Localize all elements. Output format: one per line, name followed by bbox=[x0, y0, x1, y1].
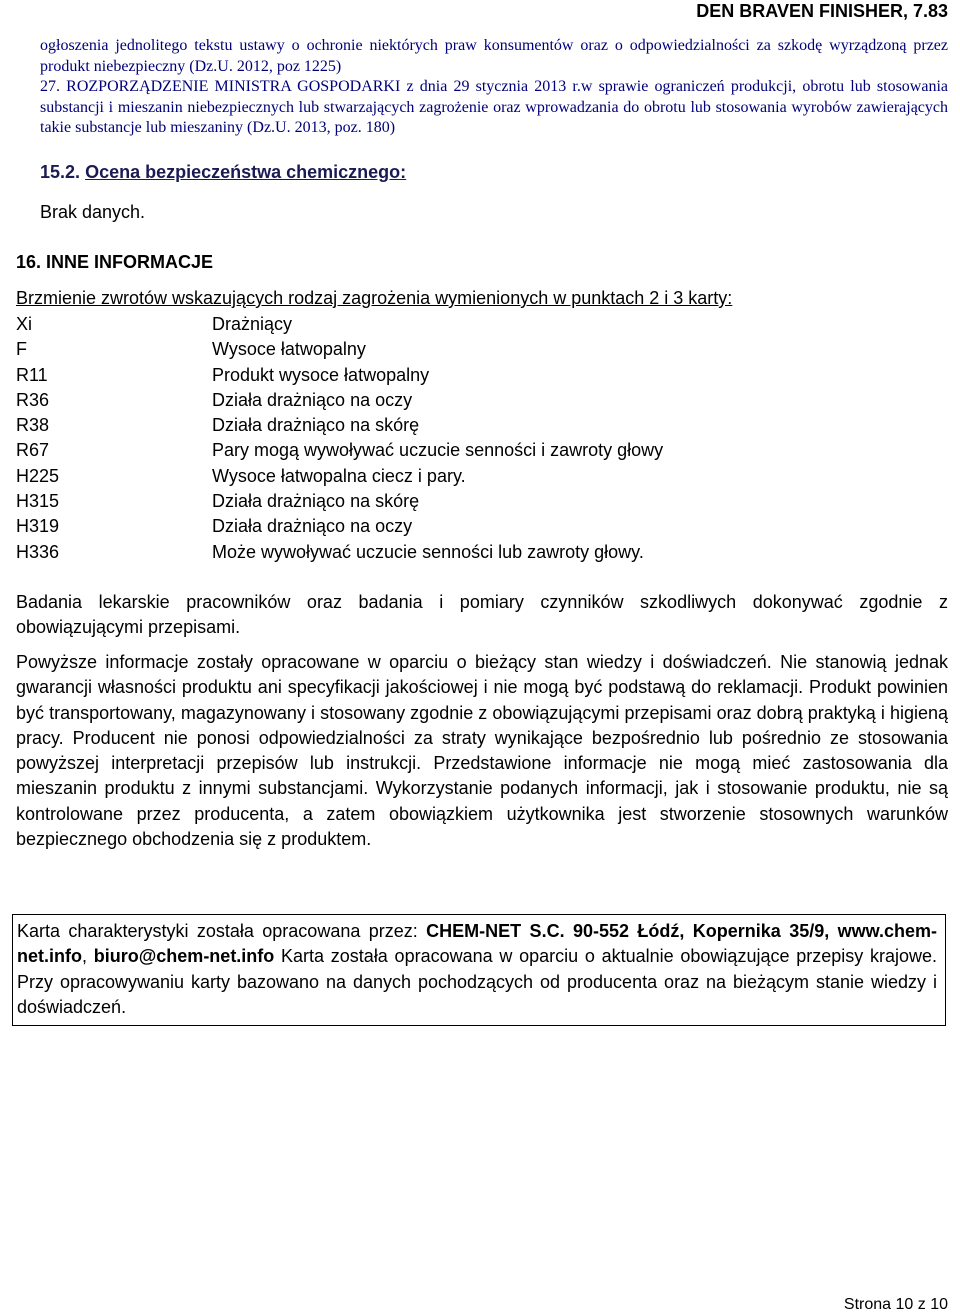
phrase-code: Xi bbox=[16, 314, 33, 334]
phrase-code: R36 bbox=[16, 389, 50, 410]
phrase-text: Działa drażniąco na skórę bbox=[212, 415, 420, 436]
hazard-phrase-row bbox=[16, 363, 946, 388]
hazard-phrase-list bbox=[16, 312, 946, 565]
hazard-phrases-intro: Brzmienie zwrotów wskazujących rodzaj zagrożenia wymienionych w punktach 2 i 3 karty: bbox=[16, 288, 733, 308]
hazard-phrase-row bbox=[16, 464, 946, 489]
disclaimer-paragraph: Powyższe informacje zostały opracowane w oparciu o bieżący stan wiedzy i doświadczeń. Nie stanowią jednak gwarancji własności produktu ani specyfikacji jakościowej i nie mogą być podstawą do reklamacji. Produkt powinien być transportowany, magazynowany i stosowany zgodnie z obowiązującymi przepisami oraz dobrą praktyką i higieną pracy. Producent nie ponosi odpowiedzialności za straty wynikające bezpośrednio lub pośrednio ze stosowania powyższej interpretacji przepisów lub instrukcji. Przedstawione informacje nie mogą mieć zastosowania dla mieszanin produktu z innymi substancjami. Wykorzystanie podanych informacji, jak i stosowanie produktu, nie są kontrolowane przez producenta, a zatem obowiązkiem użytkownika jest stworzenie stosownych warunków bezpiecznego obchodzenia się z produktem. bbox=[16, 652, 948, 850]
hazard-phrase-row bbox=[16, 514, 946, 539]
medical-exams-paragraph: Badania lekarskie pracowników oraz badania i pomiary czynników szkodliwych dokonywać zgodnie z obowiązującymi przepisami. bbox=[16, 592, 948, 638]
phrase-text: Pary mogą wywoływać uczucie senności i zawroty głowy bbox=[212, 440, 664, 461]
page-number: Strona 10 z 10 bbox=[843, 1296, 948, 1313]
phrase-code: H336 bbox=[16, 541, 60, 562]
phrase-text: Wysoce łatwopalna ciecz i pary. bbox=[212, 465, 466, 486]
phrase-text: Produkt wysoce łatwopalny bbox=[212, 364, 430, 385]
phrase-code: H315 bbox=[16, 491, 60, 512]
section-number: 15.2. bbox=[40, 162, 81, 182]
phrase-code: H319 bbox=[16, 516, 60, 537]
hazard-phrase-row bbox=[16, 438, 946, 463]
phrase-code: H225 bbox=[16, 465, 60, 486]
contact-email: biuro@chem-net.info bbox=[93, 946, 275, 967]
hazard-phrase-row bbox=[16, 312, 946, 337]
hazard-phrase-row bbox=[16, 413, 946, 438]
phrase-text: Wysoce łatwopalny bbox=[212, 339, 366, 360]
section-16-heading: 16. INNE INFORMACJE bbox=[16, 252, 214, 272]
company-address: CHEM-NET S.C. 90-552 Łódź, Kopernika 35/9, www.chem-net.info bbox=[17, 921, 937, 967]
hazard-phrase-row bbox=[16, 540, 946, 565]
phrase-text: Działa drażniąco na oczy bbox=[212, 516, 413, 537]
prepared-by-suffix: Karta została opracowana w oparciu o aktualnie obowiązujące przepisy krajowe. Przy opracowywaniu karty bazowano na danych pochodzących od producenta oraz na bieżącym stanie wiedzy i doświadczeń. bbox=[17, 946, 937, 1017]
phrase-code: R67 bbox=[16, 440, 50, 461]
hazard-phrase-row bbox=[16, 489, 946, 514]
separator: , bbox=[82, 946, 94, 967]
section-15-2-heading bbox=[40, 162, 406, 183]
prepared-by-box bbox=[12, 914, 946, 1026]
legal-reference-line: 27. ROZPORZĄDZENIE MINISTRA GOSPODARKI z dnia 29 stycznia 2013 r.w sprawie ograniczeń produkcji, obrotu lub stosowania substancji i mieszanin niebezpiecznych lub stwarzających zagrożenie oraz wprowadzania do obrotu lub stosowania wyrobów zawierających takie substancje lub mieszaniny (Dz.U. 2013, poz. 180) bbox=[40, 78, 948, 136]
section-title: Ocena bezpieczeństwa chemicznego: bbox=[85, 162, 407, 182]
phrase-text: Drażniący bbox=[212, 314, 293, 334]
hazard-phrase-row bbox=[16, 337, 946, 362]
phrase-code: R38 bbox=[16, 415, 50, 436]
section-15-2-content: Brak danych. bbox=[40, 202, 146, 222]
legal-reference-line: ogłoszenia jednolitego tekstu ustawy o ochronie niektórych praw konsumentów oraz o odpowiedzialności za szkodę wyrządzoną przez produkt niebezpieczny (Dz.U. 2012, poz 1225) bbox=[40, 37, 948, 75]
legal-references bbox=[40, 36, 948, 139]
phrase-code: F bbox=[16, 339, 27, 360]
phrase-code: R11 bbox=[16, 364, 48, 385]
hazard-phrase-row bbox=[16, 388, 946, 413]
phrase-text: Działa drażniąco na skórę bbox=[212, 491, 420, 512]
phrase-text: Działa drażniąco na oczy bbox=[212, 389, 413, 410]
phrase-text: Może wywoływać uczucie senności lub zawroty głowy. bbox=[212, 541, 644, 562]
document-product-title: DEN BRAVEN FINISHER, 7.83 bbox=[696, 1, 948, 21]
prepared-by-prefix: Karta charakterystyki została opracowana przez: bbox=[17, 921, 427, 941]
